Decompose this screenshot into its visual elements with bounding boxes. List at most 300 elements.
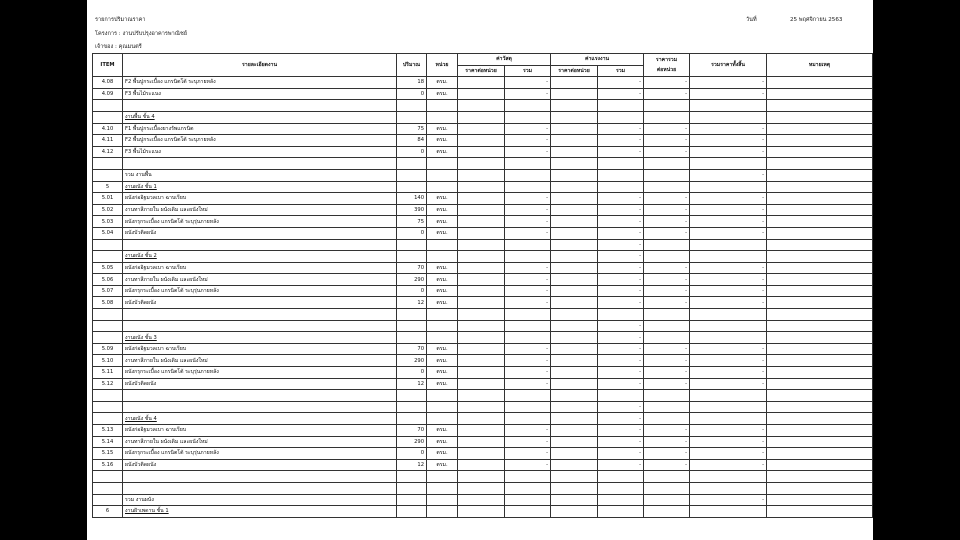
cell-material-total <box>505 332 551 344</box>
cell-cost-per-unit: - <box>644 436 690 448</box>
cell-unit: ตรม. <box>427 378 458 390</box>
cell-grand-total <box>690 111 767 123</box>
cell-desc: ผนังบัวติดผนัง <box>123 459 397 471</box>
cell-unit <box>427 251 458 263</box>
cell-unit: ตรม. <box>427 88 458 100</box>
cell-desc: F3 พื้นไม้ระแนง <box>123 88 397 100</box>
cell-remark <box>767 459 873 471</box>
cell-grand-total <box>690 401 767 413</box>
cell-labor-unit-price <box>551 320 598 332</box>
cell-material-unit-price <box>458 193 505 205</box>
cell-material-unit-price <box>458 100 505 112</box>
cell-cost-per-unit <box>644 390 690 402</box>
cell-cost-per-unit: - <box>644 216 690 228</box>
cell-item: 5.12 <box>93 378 123 390</box>
cell-cost-per-unit <box>644 401 690 413</box>
col-remark: หมายเหตุ <box>767 54 873 77</box>
cell-item <box>93 169 123 181</box>
cell-grand-total <box>690 332 767 344</box>
cell-labor-total <box>598 100 644 112</box>
cell-labor-unit-price <box>551 367 598 379</box>
cell-grand-total <box>690 482 767 494</box>
cell-labor-total: - <box>598 135 644 147</box>
cell-item: 5.14 <box>93 436 123 448</box>
cell-cost-per-unit: - <box>644 285 690 297</box>
cell-qty <box>397 506 427 518</box>
cell-material-total: - <box>505 77 551 89</box>
cell-qty: 0 <box>397 448 427 460</box>
cell-cost-per-unit: - <box>644 297 690 309</box>
table-row <box>93 378 873 390</box>
cell-material-unit-price <box>458 448 505 460</box>
cell-item: 4.08 <box>93 77 123 89</box>
date-label: วันที่ <box>746 17 757 23</box>
cell-item: 5.05 <box>93 262 123 274</box>
cell-labor-unit-price <box>551 204 598 216</box>
table-row <box>93 262 873 274</box>
cell-cost-per-unit <box>644 471 690 483</box>
blank-row <box>93 100 873 112</box>
cell-qty: 0 <box>397 285 427 297</box>
cell-unit: ตรม. <box>427 297 458 309</box>
cell-unit <box>427 169 458 181</box>
table-header <box>93 54 873 77</box>
table-row <box>93 448 873 460</box>
cell-material-total: - <box>505 297 551 309</box>
cell-item: 5 <box>93 181 123 193</box>
cell-material-unit-price <box>458 425 505 437</box>
cell-material-unit-price <box>458 471 505 483</box>
cell-grand-total: - <box>690 262 767 274</box>
col-qty: ปริมาณ <box>397 54 427 77</box>
cell-desc: งานผนัง ชั้น 2 <box>123 251 397 263</box>
cell-material-unit-price <box>458 413 505 425</box>
cell-labor-unit-price <box>551 471 598 483</box>
cell-remark <box>767 77 873 89</box>
blank-row <box>93 401 873 413</box>
cell-material-total: - <box>505 448 551 460</box>
cell-cost-per-unit: - <box>644 262 690 274</box>
cell-grand-total: - <box>690 448 767 460</box>
cell-cost-per-unit <box>644 239 690 251</box>
cell-material-unit-price <box>458 436 505 448</box>
cell-qty <box>397 111 427 123</box>
cell-labor-unit-price <box>551 390 598 402</box>
cell-qty: 75 <box>397 123 427 135</box>
cell-labor-total: - <box>598 239 644 251</box>
cell-material-total: - <box>505 135 551 147</box>
cell-remark <box>767 355 873 367</box>
cell-material-unit-price <box>458 459 505 471</box>
cell-cost-per-unit <box>644 100 690 112</box>
section-row <box>93 332 873 344</box>
cell-grand-total: - <box>690 367 767 379</box>
cell-remark <box>767 448 873 460</box>
cell-remark <box>767 482 873 494</box>
cell-grand-total <box>690 309 767 321</box>
cell-cost-per-unit <box>644 332 690 344</box>
cell-grand-total: - <box>690 193 767 205</box>
cell-unit: ตรม. <box>427 285 458 297</box>
cell-desc <box>123 390 397 402</box>
table-row <box>93 135 873 147</box>
cell-cost-per-unit: - <box>644 146 690 158</box>
cell-labor-total <box>598 390 644 402</box>
cell-cost-per-unit <box>644 494 690 506</box>
cell-material-total <box>505 494 551 506</box>
cell-material-total <box>505 111 551 123</box>
blank-row <box>93 158 873 170</box>
cell-material-unit-price <box>458 506 505 518</box>
cell-qty: 84 <box>397 135 427 147</box>
cell-cost-per-unit <box>644 320 690 332</box>
cell-labor-unit-price <box>551 297 598 309</box>
cell-remark <box>767 285 873 297</box>
cell-labor-unit-price <box>551 506 598 518</box>
cell-qty: 12 <box>397 459 427 471</box>
cell-cost-per-unit: - <box>644 274 690 286</box>
cell-material-unit-price <box>458 285 505 297</box>
cell-unit: ตรม. <box>427 227 458 239</box>
cell-material-total <box>505 309 551 321</box>
col-grand-total: รวมราคาทั้งสิ้น <box>690 54 767 77</box>
cell-remark <box>767 158 873 170</box>
cell-material-unit-price <box>458 320 505 332</box>
cell-qty <box>397 482 427 494</box>
cell-desc: งานทาสีภายใน ผนังเดิม และผนังใหม่ <box>123 355 397 367</box>
cell-remark <box>767 332 873 344</box>
cell-labor-unit-price <box>551 459 598 471</box>
cell-material-total <box>505 158 551 170</box>
cell-cost-per-unit: - <box>644 123 690 135</box>
table-row <box>93 204 873 216</box>
cell-item: 5.02 <box>93 204 123 216</box>
cell-qty: 70 <box>397 425 427 437</box>
cell-grand-total <box>690 158 767 170</box>
cell-material-unit-price <box>458 274 505 286</box>
cell-material-total: - <box>505 343 551 355</box>
cell-desc: F2 พื้นปูกระเบื้อง แกรนิตโต้ ระบุภายหลัง <box>123 135 397 147</box>
cell-unit: ตรม. <box>427 204 458 216</box>
blank-row <box>93 471 873 483</box>
cell-remark <box>767 378 873 390</box>
table-row <box>93 274 873 286</box>
cell-qty <box>397 181 427 193</box>
cell-item: 5.01 <box>93 193 123 205</box>
cell-unit: ตรม. <box>427 135 458 147</box>
cell-unit <box>427 158 458 170</box>
cell-material-total: - <box>505 204 551 216</box>
cell-item <box>93 111 123 123</box>
cell-item <box>93 309 123 321</box>
cell-labor-unit-price <box>551 251 598 263</box>
table-row <box>93 193 873 205</box>
cell-qty: 0 <box>397 367 427 379</box>
cell-labor-unit-price <box>551 262 598 274</box>
cell-labor-unit-price <box>551 274 598 286</box>
owner-name: เจ้าของ : คุณมนตรี <box>95 44 142 50</box>
cell-material-unit-price <box>458 181 505 193</box>
cell-cost-per-unit: - <box>644 135 690 147</box>
cell-labor-unit-price <box>551 216 598 228</box>
cell-unit: ตรม. <box>427 355 458 367</box>
cell-unit <box>427 401 458 413</box>
table-row <box>93 227 873 239</box>
cell-grand-total: - <box>690 227 767 239</box>
cell-item: 5.06 <box>93 274 123 286</box>
cell-unit <box>427 239 458 251</box>
cell-item: 5.16 <box>93 459 123 471</box>
doc-title: รายการปริมาณราคา <box>95 17 146 23</box>
cell-labor-unit-price <box>551 448 598 460</box>
cell-item: 4.09 <box>93 88 123 100</box>
cell-unit: ตรม. <box>427 448 458 460</box>
cell-desc: F2 พื้นปูกระเบื้อง แกรนิตโต้ ระบุภายหลัง <box>123 77 397 89</box>
cell-qty: 70 <box>397 343 427 355</box>
cell-grand-total: - <box>690 285 767 297</box>
cell-unit: ตรม. <box>427 262 458 274</box>
cell-desc: งานผนัง ชั้น 4 <box>123 413 397 425</box>
cell-unit: ตรม. <box>427 146 458 158</box>
cell-cost-per-unit <box>644 413 690 425</box>
cell-material-total: - <box>505 425 551 437</box>
col-desc: รายละเอียดงาน <box>123 54 397 77</box>
cell-remark <box>767 297 873 309</box>
col-unit: หน่วย <box>427 54 458 77</box>
blank-row <box>93 309 873 321</box>
cell-desc: ผนังก่ออิฐมวลเบา ฉาบเรียบ <box>123 425 397 437</box>
cell-qty <box>397 169 427 181</box>
cell-labor-total <box>598 158 644 170</box>
cell-cost-per-unit: - <box>644 459 690 471</box>
table-row <box>93 297 873 309</box>
cell-item: 6 <box>93 506 123 518</box>
cell-unit: ตรม. <box>427 77 458 89</box>
cell-remark <box>767 401 873 413</box>
cell-material-unit-price <box>458 390 505 402</box>
cell-desc: ผนังก่ออิฐมวลเบา ฉาบเรียบ <box>123 193 397 205</box>
table-row <box>93 459 873 471</box>
cell-labor-total: - <box>598 332 644 344</box>
cell-material-unit-price <box>458 204 505 216</box>
cell-cost-per-unit: - <box>644 448 690 460</box>
cell-labor-unit-price <box>551 425 598 437</box>
summary-row <box>93 169 873 181</box>
cell-desc: ผนังก่ออิฐมวลเบา ฉาบเรียบ <box>123 343 397 355</box>
cell-item: 4.10 <box>93 123 123 135</box>
cell-item: 4.12 <box>93 146 123 158</box>
cell-unit <box>427 482 458 494</box>
cell-material-total: - <box>505 274 551 286</box>
document-page <box>87 0 873 540</box>
cell-labor-unit-price <box>551 436 598 448</box>
cell-labor-total: - <box>598 367 644 379</box>
cell-cost-per-unit: - <box>644 367 690 379</box>
cell-item: 5.11 <box>93 367 123 379</box>
cell-desc: งานพื้น ชั้น 4 <box>123 111 397 123</box>
cell-qty <box>397 471 427 483</box>
cell-material-unit-price <box>458 216 505 228</box>
cell-cost-per-unit <box>644 309 690 321</box>
cell-grand-total: - <box>690 123 767 135</box>
cell-labor-total <box>598 181 644 193</box>
cell-remark <box>767 216 873 228</box>
cell-labor-unit-price <box>551 239 598 251</box>
cell-qty: 12 <box>397 297 427 309</box>
col-material-total: รวม <box>505 65 551 77</box>
table-row <box>93 88 873 100</box>
cell-labor-total <box>598 111 644 123</box>
cell-qty <box>397 251 427 263</box>
cell-material-unit-price <box>458 169 505 181</box>
cell-labor-total <box>598 471 644 483</box>
cell-remark <box>767 425 873 437</box>
cell-remark <box>767 239 873 251</box>
table-row <box>93 367 873 379</box>
cell-cost-per-unit: - <box>644 193 690 205</box>
cell-unit <box>427 413 458 425</box>
cell-labor-unit-price <box>551 100 598 112</box>
cell-labor-unit-price <box>551 158 598 170</box>
cell-material-total <box>505 506 551 518</box>
cell-labor-total: - <box>598 123 644 135</box>
cell-item <box>93 320 123 332</box>
cell-material-unit-price <box>458 262 505 274</box>
cell-material-total <box>505 181 551 193</box>
cell-desc <box>123 471 397 483</box>
cell-material-total <box>505 169 551 181</box>
cell-qty <box>397 100 427 112</box>
cell-remark <box>767 471 873 483</box>
cell-labor-unit-price <box>551 309 598 321</box>
cell-unit: ตรม. <box>427 216 458 228</box>
cell-item <box>93 482 123 494</box>
summary-row <box>93 494 873 506</box>
blank-row <box>93 390 873 402</box>
col-labor-unit-price: ราคาต่อหน่วย <box>551 65 598 77</box>
cell-labor-unit-price <box>551 343 598 355</box>
table-body <box>93 77 873 518</box>
cell-unit <box>427 332 458 344</box>
cell-remark <box>767 123 873 135</box>
cell-grand-total: - <box>690 88 767 100</box>
cell-grand-total: - <box>690 459 767 471</box>
cell-unit <box>427 506 458 518</box>
cell-labor-total: - <box>598 436 644 448</box>
cell-material-total: - <box>505 285 551 297</box>
cell-labor-total: - <box>598 285 644 297</box>
cell-item <box>93 332 123 344</box>
cell-grand-total: - <box>690 343 767 355</box>
cell-item <box>93 471 123 483</box>
col-cost-per-unit: ราคารวม ต่อหน่วย <box>644 54 690 77</box>
cell-grand-total: - <box>690 216 767 228</box>
cell-desc: งานฝ้าเพดาน ชั้น 1 <box>123 506 397 518</box>
col-labor: ค่าแรงงาน <box>551 54 644 66</box>
cell-cost-per-unit: - <box>644 425 690 437</box>
cell-desc: รวม งานพื้น <box>123 169 397 181</box>
cell-labor-total: - <box>598 413 644 425</box>
cell-cost-per-unit <box>644 111 690 123</box>
cell-labor-total: - <box>598 274 644 286</box>
cell-material-total <box>505 390 551 402</box>
cell-qty: 0 <box>397 227 427 239</box>
cell-remark <box>767 390 873 402</box>
cell-item <box>93 494 123 506</box>
cell-labor-unit-price <box>551 482 598 494</box>
cell-desc <box>123 482 397 494</box>
project-name: โครงการ : งานปรับปรุงอาคารพาณิชย์ <box>95 31 188 37</box>
cell-qty: 0 <box>397 88 427 100</box>
cell-unit: ตรม. <box>427 436 458 448</box>
cell-grand-total: - <box>690 494 767 506</box>
cell-qty: 290 <box>397 436 427 448</box>
cell-cost-per-unit: - <box>644 378 690 390</box>
cell-unit <box>427 471 458 483</box>
cell-material-total: - <box>505 123 551 135</box>
cell-labor-unit-price <box>551 146 598 158</box>
section-row <box>93 251 873 263</box>
cell-cost-per-unit: - <box>644 77 690 89</box>
cell-remark <box>767 169 873 181</box>
cell-material-unit-price <box>458 146 505 158</box>
cell-qty <box>397 332 427 344</box>
cell-grand-total: - <box>690 436 767 448</box>
cell-labor-unit-price <box>551 169 598 181</box>
cell-labor-unit-price <box>551 355 598 367</box>
cell-remark <box>767 204 873 216</box>
cell-material-unit-price <box>458 88 505 100</box>
cell-material-unit-price <box>458 251 505 263</box>
cell-item: 5.13 <box>93 425 123 437</box>
cell-labor-total: - <box>598 425 644 437</box>
cell-qty <box>397 401 427 413</box>
cell-material-total <box>505 482 551 494</box>
cell-qty: 75 <box>397 216 427 228</box>
cell-unit <box>427 181 458 193</box>
cell-material-unit-price <box>458 401 505 413</box>
cell-unit: ตรม. <box>427 123 458 135</box>
cell-desc: รวม งานผนัง <box>123 494 397 506</box>
cell-grand-total: - <box>690 146 767 158</box>
table-row <box>93 425 873 437</box>
cell-remark <box>767 181 873 193</box>
cell-remark <box>767 111 873 123</box>
cell-material-unit-price <box>458 135 505 147</box>
cell-labor-total: - <box>598 216 644 228</box>
cell-material-total: - <box>505 193 551 205</box>
cell-material-total <box>505 401 551 413</box>
cell-grand-total: - <box>690 297 767 309</box>
cell-material-total: - <box>505 459 551 471</box>
cell-unit: ตรม. <box>427 193 458 205</box>
cell-cost-per-unit: - <box>644 204 690 216</box>
cell-qty: 290 <box>397 274 427 286</box>
cell-item <box>93 413 123 425</box>
cell-desc: งานทาสีภายใน ผนังเดิม และผนังใหม่ <box>123 274 397 286</box>
cell-labor-total <box>598 169 644 181</box>
table-row <box>93 285 873 297</box>
cell-unit <box>427 494 458 506</box>
cell-labor-unit-price <box>551 332 598 344</box>
cell-grand-total <box>690 506 767 518</box>
cell-qty <box>397 413 427 425</box>
cell-grand-total: - <box>690 77 767 89</box>
cell-item: 5.10 <box>93 355 123 367</box>
cell-remark <box>767 274 873 286</box>
cell-desc: งานทาสีภายใน ผนังเดิม และผนังใหม่ <box>123 436 397 448</box>
cell-remark <box>767 506 873 518</box>
